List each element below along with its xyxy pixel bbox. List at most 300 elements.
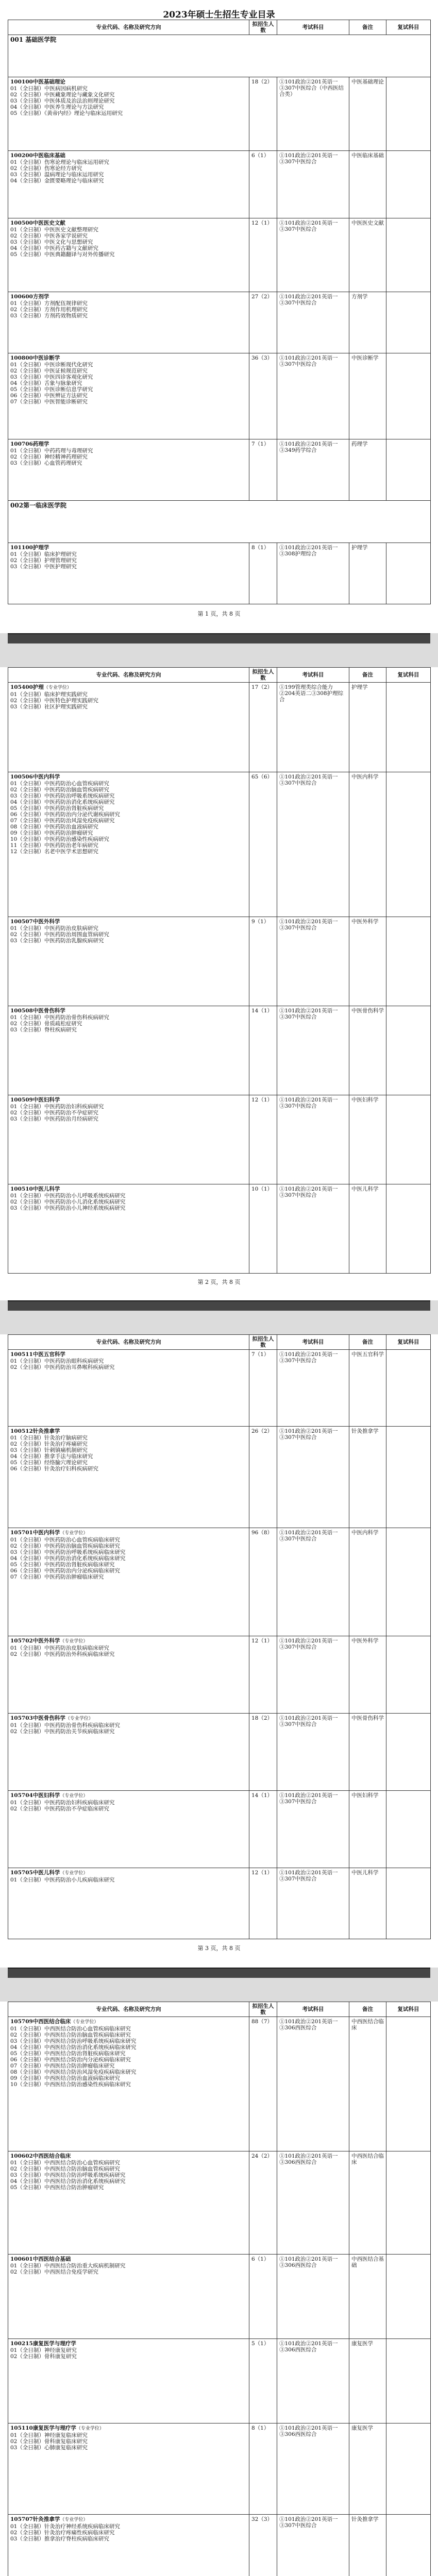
exam-cell	[277, 543, 349, 604]
research-direction: 02（全日制）中医药防治关节疾病临床研究	[10, 1728, 115, 1735]
major-row	[8, 1636, 431, 1714]
research-direction: 04（全日制）中西医结合防治消化系统疾病研究	[10, 2178, 126, 2184]
research-direction: 05（全日制）中西医结合防治肿瘤研究	[10, 2184, 104, 2191]
major-cell	[8, 543, 249, 604]
retest-cell	[386, 1427, 431, 1528]
exam-subjects: ①101政治②201英语一③307中医综合	[279, 1792, 338, 1805]
header-retest: 复试科目	[386, 20, 431, 35]
research-direction: 01（全日制）中医病因病机研究	[10, 86, 88, 92]
research-direction: 11（全日制）中医药防治老年病研究	[10, 842, 98, 849]
header-exam: 考试科目	[277, 1335, 349, 1350]
retest-cell	[386, 77, 431, 151]
remark-cell: 中医骨伤科学	[349, 1714, 386, 1791]
remark-cell: 中医五官科学	[349, 1350, 386, 1427]
research-direction: 01（全日制）神经康复临床研究	[10, 2432, 88, 2438]
research-direction: 03（全日制）中医护理研究	[10, 564, 77, 570]
exam-cell	[277, 1006, 349, 1095]
research-direction: 03（全日制）中医四诊客观化研究	[10, 374, 93, 380]
major-row	[8, 1528, 431, 1636]
research-direction: 04（全日制）推拿手法与临床研究	[10, 1453, 93, 1460]
header-direction: 专业代码、名称及研究方向	[8, 668, 249, 683]
catalog-page	[0, 1334, 438, 1956]
exam-cell	[277, 292, 349, 353]
research-direction: 02（全日制）中医药防治耳鼻喉科疾病研究	[10, 1364, 115, 1370]
major-name: 105703中医骨伤科学	[10, 1715, 65, 1721]
header-retest: 复试科目	[386, 1335, 431, 1350]
header-exam: 考试科目	[277, 20, 349, 35]
research-direction: 07（全日制）中西医结合防治肿瘤临床研究	[10, 2063, 115, 2069]
exam-subjects: ①101政治②201英语一③307中医综合	[279, 1008, 338, 1020]
major-heading	[10, 684, 247, 691]
major-name: 101100护理学	[10, 545, 49, 551]
major-heading	[10, 1870, 247, 1876]
page-top-bar	[8, 633, 430, 643]
retest-cell	[386, 1006, 431, 1095]
research-direction: 01（全日制）针灸治疗神经系统疾病临床研究	[10, 2523, 120, 2530]
retest-cell	[386, 2151, 431, 2255]
catalog-page	[0, 667, 438, 1289]
research-direction: 02（全日制）中医藏象理论与藏象文化研究	[10, 92, 115, 98]
research-direction: 02（全日制）针灸治疗疼痛性疾病临床研究	[10, 2530, 115, 2536]
exam-cell	[277, 1868, 349, 1939]
research-direction: 01（全日制）中西医结合防治心血管疾病临床研究	[10, 2026, 131, 2032]
research-direction: 02（全日制）神经精神药理研究	[10, 454, 88, 460]
research-direction: 03（全日制）中医药防治乳腺疾病研究	[10, 938, 104, 944]
research-direction: 01（全日制）中药药理与毒理研究	[10, 448, 93, 454]
quota-cell: 10（1）	[249, 1184, 277, 1274]
exam-cell	[277, 1791, 349, 1868]
retest-cell	[386, 218, 431, 292]
major-name: 100100中医基础理论	[10, 79, 65, 85]
major-cell	[8, 218, 249, 292]
remark-cell: 针灸推拿学	[349, 2515, 386, 2576]
research-direction: 05（全日制）中医典籍翻译与对外传播研究	[10, 251, 115, 258]
exam-subjects: ①101政治②201英语一③307中医综合	[279, 355, 338, 367]
remark-cell: 中医诊断学	[349, 353, 386, 439]
research-direction: 01（全日制）中医药防治小儿呼吸系统疾病研究	[10, 1193, 126, 1199]
remark-cell: 中医基础理论	[349, 77, 386, 151]
major-name: 100601中西医结合基础	[10, 2256, 71, 2262]
research-direction: 03（全日制）针刺镇痛机制研究	[10, 1447, 88, 1453]
catalog-page	[0, 0, 438, 622]
major-row	[8, 683, 431, 772]
research-direction: 03（全日制）推拿治疗脊柱疾病临床研究	[10, 2536, 109, 2542]
major-heading	[10, 1638, 247, 1645]
header-exam: 考试科目	[277, 668, 349, 683]
retest-cell	[386, 1791, 431, 1868]
exam-subjects: ①101政治②201英语一③349药学综合	[279, 441, 338, 453]
research-direction: 01（全日制）中医药防治心血管疾病临床研究	[10, 1537, 120, 1543]
exam-cell	[277, 1528, 349, 1636]
research-direction: 02（全日制）伤寒论经方研究	[10, 165, 82, 172]
research-direction: 09（全日制）中西医结合防治血液病临床研究	[10, 2075, 120, 2081]
research-direction: 01（全日制）临床护理实践研究	[10, 691, 88, 698]
research-direction: 01（全日制）中医药防治眼科疾病研究	[10, 1358, 104, 1364]
exam-subjects: ①101政治②201英语一③307中医综合	[279, 294, 338, 306]
major-row	[8, 1791, 431, 1868]
retest-cell	[386, 353, 431, 439]
degree-tag: （专业学位）	[65, 1716, 93, 1721]
retest-cell	[386, 1868, 431, 1939]
research-direction: 05（全日制）经络腧穴理论研究	[10, 1460, 88, 1466]
major-row	[8, 1350, 431, 1427]
research-direction: 05（全日制）《黄帝内经》理论与临床运用研究	[10, 110, 123, 116]
major-row	[8, 2151, 431, 2255]
exam-cell	[277, 151, 349, 218]
retest-cell	[386, 292, 431, 353]
quota-cell: 18（2）	[249, 77, 277, 151]
major-heading	[10, 1530, 247, 1536]
exam-cell	[277, 77, 349, 151]
major-cell	[8, 2151, 249, 2255]
exam-cell	[277, 2255, 349, 2339]
retest-cell	[386, 1528, 431, 1636]
research-direction: 06（全日制）中医药防治内分泌疾病临床研究	[10, 1568, 120, 1574]
retest-cell	[386, 1714, 431, 1791]
exam-cell	[277, 353, 349, 439]
retest-cell	[386, 439, 431, 501]
exam-cell	[277, 2017, 349, 2151]
major-name: 100506中医内科学	[10, 774, 60, 780]
exam-subjects: ①101政治②201英语一③307中医综合	[279, 220, 338, 232]
remark-cell: 方剂学	[349, 292, 386, 353]
header-quota: 拟招生人数	[249, 1335, 277, 1350]
major-name: 105705中医儿科学	[10, 1870, 60, 1876]
major-name: 100200中医临床基础	[10, 152, 65, 159]
exam-cell	[277, 917, 349, 1006]
quota-cell: 32（3）	[249, 2515, 277, 2576]
retest-cell	[386, 772, 431, 917]
retest-cell	[386, 2017, 431, 2151]
major-name: 100600方剂学	[10, 294, 49, 300]
major-heading	[10, 1097, 247, 1103]
major-name: 100507中医外科学	[10, 919, 60, 925]
major-heading	[10, 152, 247, 159]
research-direction: 03（全日制）中医药防治呼吸系统疾病研究	[10, 793, 115, 799]
degree-tag: （专业学位）	[60, 2517, 88, 2522]
remark-cell: 中医骨伤科学	[349, 1006, 386, 1095]
remark-cell: 中医儿科学	[349, 1868, 386, 1939]
college-name: 001 基础医学院	[8, 35, 431, 77]
catalog-table	[8, 2002, 431, 2576]
major-heading	[10, 1351, 247, 1358]
exam-subjects: ①101政治②201英语一③306西医综合	[279, 2019, 338, 2031]
major-heading	[10, 79, 247, 85]
table-header-row	[8, 668, 431, 683]
research-direction: 02（全日制）中医药防治脑血管疾病研究	[10, 787, 109, 793]
retest-cell	[386, 1636, 431, 1714]
research-direction: 07（全日制）中医药防治肿瘤临床研究	[10, 1574, 104, 1580]
research-direction: 08（全日制）中西医结合防治风湿免疫疾病临床研究	[10, 2069, 137, 2075]
quota-cell: 7（1）	[249, 1350, 277, 1427]
quota-cell: 17（2）	[249, 683, 277, 772]
major-heading	[10, 2516, 247, 2523]
major-heading	[10, 220, 247, 226]
major-heading	[10, 1428, 247, 1434]
quota-cell: 12（1）	[249, 1095, 277, 1184]
research-direction: 01（全日制）中医药防治心血管疾病研究	[10, 781, 109, 787]
research-direction: 02（全日制）中医药防治周围血管病研究	[10, 931, 109, 938]
research-direction: 02（全日制）护理管理研究	[10, 557, 77, 564]
quota-cell: 6（1）	[249, 2255, 277, 2339]
major-row	[8, 1095, 431, 1184]
major-cell	[8, 439, 249, 501]
remark-cell: 中西医结合基础	[349, 2255, 386, 2339]
research-direction: 01（全日制）中医药防治皮肤病临床研究	[10, 1645, 109, 1651]
research-direction: 04（全日制）中西医结合防治消化系统疾病临床研究	[10, 2044, 137, 2050]
research-direction: 04（全日制）中医药古籍与文献研究	[10, 245, 98, 251]
research-direction: 02（全日制）中医各家学说研究	[10, 233, 88, 239]
research-direction: 02（全日制）针灸治疗疼痛研究	[10, 1441, 88, 1447]
quota-cell: 8（1）	[249, 543, 277, 604]
major-row	[8, 917, 431, 1006]
major-cell	[8, 292, 249, 353]
remark-cell: 中医外科学	[349, 917, 386, 1006]
major-name: 100510中医儿科学	[10, 1186, 60, 1192]
degree-tag: （专业学位）	[60, 1871, 88, 1876]
research-direction: 04（全日制）中医药防治消化系统疾病临床研究	[10, 1555, 126, 1562]
table-header-row	[8, 20, 431, 35]
exam-subjects: ①101政治②201英语一③307中医综合	[279, 1097, 338, 1109]
retest-cell	[386, 543, 431, 604]
remark-cell: 针灸推拿学	[349, 1427, 386, 1528]
quota-cell: 36（3）	[249, 353, 277, 439]
header-direction: 专业代码、名称及研究方向	[8, 20, 249, 35]
major-row	[8, 772, 431, 917]
catalog-table	[8, 20, 431, 604]
catalog-page	[0, 2002, 438, 2576]
research-direction: 01（全日制）针灸治疗脑病研究	[10, 1435, 88, 1441]
page-number: 第 2 页，共 8 页	[197, 1279, 241, 1285]
major-row	[8, 2017, 431, 2151]
remark-cell: 护理学	[349, 683, 386, 772]
major-cell	[8, 2255, 249, 2339]
retest-cell	[386, 1095, 431, 1184]
page-number: 第 3 页，共 8 页	[197, 1945, 241, 1952]
research-direction: 08（全日制）中医药防治血液病研究	[10, 824, 98, 830]
major-name: 105704中医妇科学	[10, 1792, 60, 1799]
remark-cell: 护理学	[349, 543, 386, 604]
college-name: 002第一临床医学院	[8, 501, 431, 543]
research-direction: 01（全日制）中医药防治妇科疾病临床研究	[10, 1800, 115, 1806]
major-row	[8, 292, 431, 353]
major-heading	[10, 774, 247, 780]
exam-subjects: ①101政治②201英语一③307中医综合	[279, 2516, 338, 2529]
major-row	[8, 439, 431, 501]
major-name: 100215康复医学与理疗学	[10, 2341, 76, 2347]
major-heading	[10, 919, 247, 925]
research-direction: 01（全日制）中医药防治小儿疾病临床研究	[10, 1877, 115, 1883]
exam-cell	[277, 683, 349, 772]
research-direction: 10（全日制）中医药防治感染性疾病研究	[10, 836, 109, 842]
remark-cell: 康复医学	[349, 2424, 386, 2515]
research-direction: 02（全日制）中西医结合防治脑血管疾病研究	[10, 2166, 120, 2172]
major-name: 100512针灸推拿学	[10, 1428, 60, 1434]
major-name: 105709中西医结合临床	[10, 2019, 71, 2025]
major-cell	[8, 1350, 249, 1427]
major-row	[8, 151, 431, 218]
research-direction: 01（全日制）中西医结合防治心血管疾病研究	[10, 2160, 120, 2166]
research-direction: 10（全日制）中西医结合防治感染性疾病临床研究	[10, 2081, 131, 2088]
quota-cell: 12（1）	[249, 218, 277, 292]
exam-subjects: ①101政治②201英语一③306西医综合	[279, 2153, 338, 2165]
quota-cell: 14（1）	[249, 1006, 277, 1095]
major-heading	[10, 2256, 247, 2262]
exam-cell	[277, 1350, 349, 1427]
research-direction: 04（全日制）中医药防治消化系统疾病研究	[10, 799, 115, 805]
research-direction: 01（全日制）神经康复研究	[10, 2347, 77, 2353]
remark-cell: 中医妇科学	[349, 1791, 386, 1868]
major-name: 105702中医外科学	[10, 1638, 60, 1644]
exam-cell	[277, 1427, 349, 1528]
exam-subjects: ①101政治②201英语一③306西医综合	[279, 2256, 338, 2268]
quota-cell: 12（1）	[249, 1868, 277, 1939]
exam-cell	[277, 218, 349, 292]
remark-cell: 中医内科学	[349, 772, 386, 917]
degree-tag: （专业学位）	[43, 685, 72, 690]
research-direction: 01（全日制）中医药防治骨伤科疾病临床研究	[10, 1722, 120, 1728]
major-name: 100508中医骨伤科学	[10, 1008, 65, 1014]
page-number: 第 1 页，共 8 页	[197, 611, 241, 617]
college-row	[8, 35, 431, 77]
research-direction: 02（全日制）中医证候规范研究	[10, 368, 88, 374]
major-cell	[8, 1636, 249, 1714]
retest-cell	[386, 2255, 431, 2339]
exam-cell	[277, 439, 349, 501]
research-direction: 03（全日制）中医药防治月经病研究	[10, 1116, 98, 1122]
major-name: 100602中西医结合临床	[10, 2153, 71, 2159]
exam-cell	[277, 2151, 349, 2255]
research-direction: 02（全日制）中医药防治不孕症临床研究	[10, 1806, 109, 1812]
quota-cell: 12（1）	[249, 1636, 277, 1714]
quota-cell: 7（1）	[249, 439, 277, 501]
exam-cell	[277, 772, 349, 917]
research-direction: 06（全日制）针灸治疗妇科疾病研究	[10, 1466, 98, 1472]
header-remark: 备注	[349, 668, 386, 683]
major-heading	[10, 2153, 247, 2159]
exam-cell	[277, 1095, 349, 1184]
major-row	[8, 2339, 431, 2424]
major-cell	[8, 1006, 249, 1095]
research-direction: 03（全日制）脊柱疾病研究	[10, 1027, 77, 1033]
major-cell	[8, 1714, 249, 1791]
research-direction: 02（全日制）中医药防治外科疾病临床研究	[10, 1651, 115, 1657]
college-row	[8, 501, 431, 543]
header-remark: 备注	[349, 2002, 386, 2017]
major-row	[8, 2255, 431, 2339]
research-direction: 01（全日制）中医药防治皮肤病研究	[10, 925, 98, 931]
header-quota: 拟招生人数	[249, 20, 277, 35]
major-row	[8, 2424, 431, 2515]
major-row	[8, 353, 431, 439]
research-direction: 01（全日制）中西医结合防治重大疾病机制研究	[10, 2263, 126, 2269]
header-retest: 复试科目	[386, 668, 431, 683]
research-direction: 07（全日制）中医药防治风湿免疫疾病研究	[10, 818, 115, 824]
major-cell	[8, 1427, 249, 1528]
header-exam: 考试科目	[277, 2002, 349, 2017]
research-direction: 02（全日制）骨科康复研究	[10, 2353, 77, 2360]
exam-subjects: ①101政治②201英语一③307中医综合	[279, 1530, 338, 1542]
research-direction: 06（全日制）中医辨证方法研究	[10, 393, 88, 399]
remark-cell: 中医儿科学	[349, 1184, 386, 1274]
research-direction: 03（全日制）中医药防治呼吸系统疾病临床研究	[10, 1549, 126, 1555]
catalog-table	[8, 667, 431, 1274]
remark-cell: 中医医史文献	[349, 218, 386, 292]
major-name: 105707针灸推拿学	[10, 2516, 60, 2522]
research-direction: 07（全日制）中医智能诊断研究	[10, 399, 88, 405]
page-separator	[0, 633, 438, 667]
research-direction: 01（全日制）中医医史文献整理研究	[10, 227, 98, 233]
exam-subjects: ①199管理类综合能力②204英语二③308护理综合	[279, 684, 344, 703]
remark-cell: 中医内科学	[349, 1528, 386, 1636]
remark-cell: 中医外科学	[349, 1636, 386, 1714]
major-cell	[8, 917, 249, 1006]
retest-cell	[386, 2515, 431, 2576]
retest-cell	[386, 1184, 431, 1274]
major-heading	[10, 441, 247, 447]
quota-cell: 96（8）	[249, 1528, 277, 1636]
major-cell	[8, 151, 249, 218]
page-top-bar	[8, 1968, 430, 1978]
major-heading	[10, 294, 247, 300]
quota-cell: 26（2）	[249, 1427, 277, 1528]
major-cell	[8, 2515, 249, 2576]
major-row	[8, 77, 431, 151]
quota-cell: 14（1）	[249, 1791, 277, 1868]
research-direction: 03（全日制）温病理论与临床运用研究	[10, 172, 104, 178]
retest-cell	[386, 917, 431, 1006]
exam-subjects: ①101政治②201英语一③307中医综合	[279, 152, 338, 165]
research-direction: 01（全日制）方剂配伍规律研究	[10, 300, 88, 307]
major-row	[8, 1184, 431, 1274]
research-direction: 12（全日制）名老中医学术思想研究	[10, 849, 98, 855]
exam-subjects: ①101政治②201英语一③307中医综合	[279, 1638, 338, 1650]
exam-subjects: ①101政治②201英语一③307中医综合	[279, 1870, 338, 1882]
quota-cell: 27（2）	[249, 292, 277, 353]
retest-cell	[386, 2339, 431, 2424]
table-header-row	[8, 2002, 431, 2017]
exam-subjects: ①101政治②201英语一③307中医综合	[279, 774, 338, 786]
major-heading	[10, 2019, 247, 2025]
table-header-row	[8, 1335, 431, 1350]
research-direction: 02（全日制）中医药防治脑血管疾病临床研究	[10, 1543, 120, 1549]
research-direction: 05（全日制）中医药防治肾脏疾病临床研究	[10, 1562, 115, 1568]
major-cell	[8, 353, 249, 439]
exam-cell	[277, 2339, 349, 2424]
retest-cell	[386, 1350, 431, 1427]
exam-subjects: ①101政治②201英语一③307中医综合（中西医结合类）	[279, 79, 344, 97]
exam-subjects: ①101政治②201英语一③306西医综合	[279, 2425, 338, 2437]
research-direction: 02（全日制）中西医结合免疫学研究	[10, 2269, 98, 2275]
research-direction: 01（全日制）临床护理研究	[10, 551, 77, 557]
major-row	[8, 1868, 431, 1939]
major-name: 105400护理	[10, 684, 44, 690]
research-direction: 02（全日制）中医药防治小儿消化系统疾病研究	[10, 1199, 126, 1205]
research-direction: 03（全日制）中医文化与思想研究	[10, 239, 93, 245]
remark-cell: 康复医学	[349, 2339, 386, 2424]
document-title: 2023年硕士生招生专业目录	[163, 10, 275, 20]
page-separator	[0, 1968, 438, 2002]
major-cell	[8, 1095, 249, 1184]
research-direction: 03（全日制）社区护理实践研究	[10, 704, 88, 710]
degree-tag: （专业学位）	[71, 2020, 99, 2025]
header-remark: 备注	[349, 20, 386, 35]
header-retest: 复试科目	[386, 2002, 431, 2017]
remark-cell: 中医临床基础	[349, 151, 386, 218]
research-direction: 02（全日制）中西医结合防治脑血管疾病临床研究	[10, 2032, 131, 2038]
header-direction: 专业代码、名称及研究方向	[8, 1335, 249, 1350]
major-row	[8, 218, 431, 292]
